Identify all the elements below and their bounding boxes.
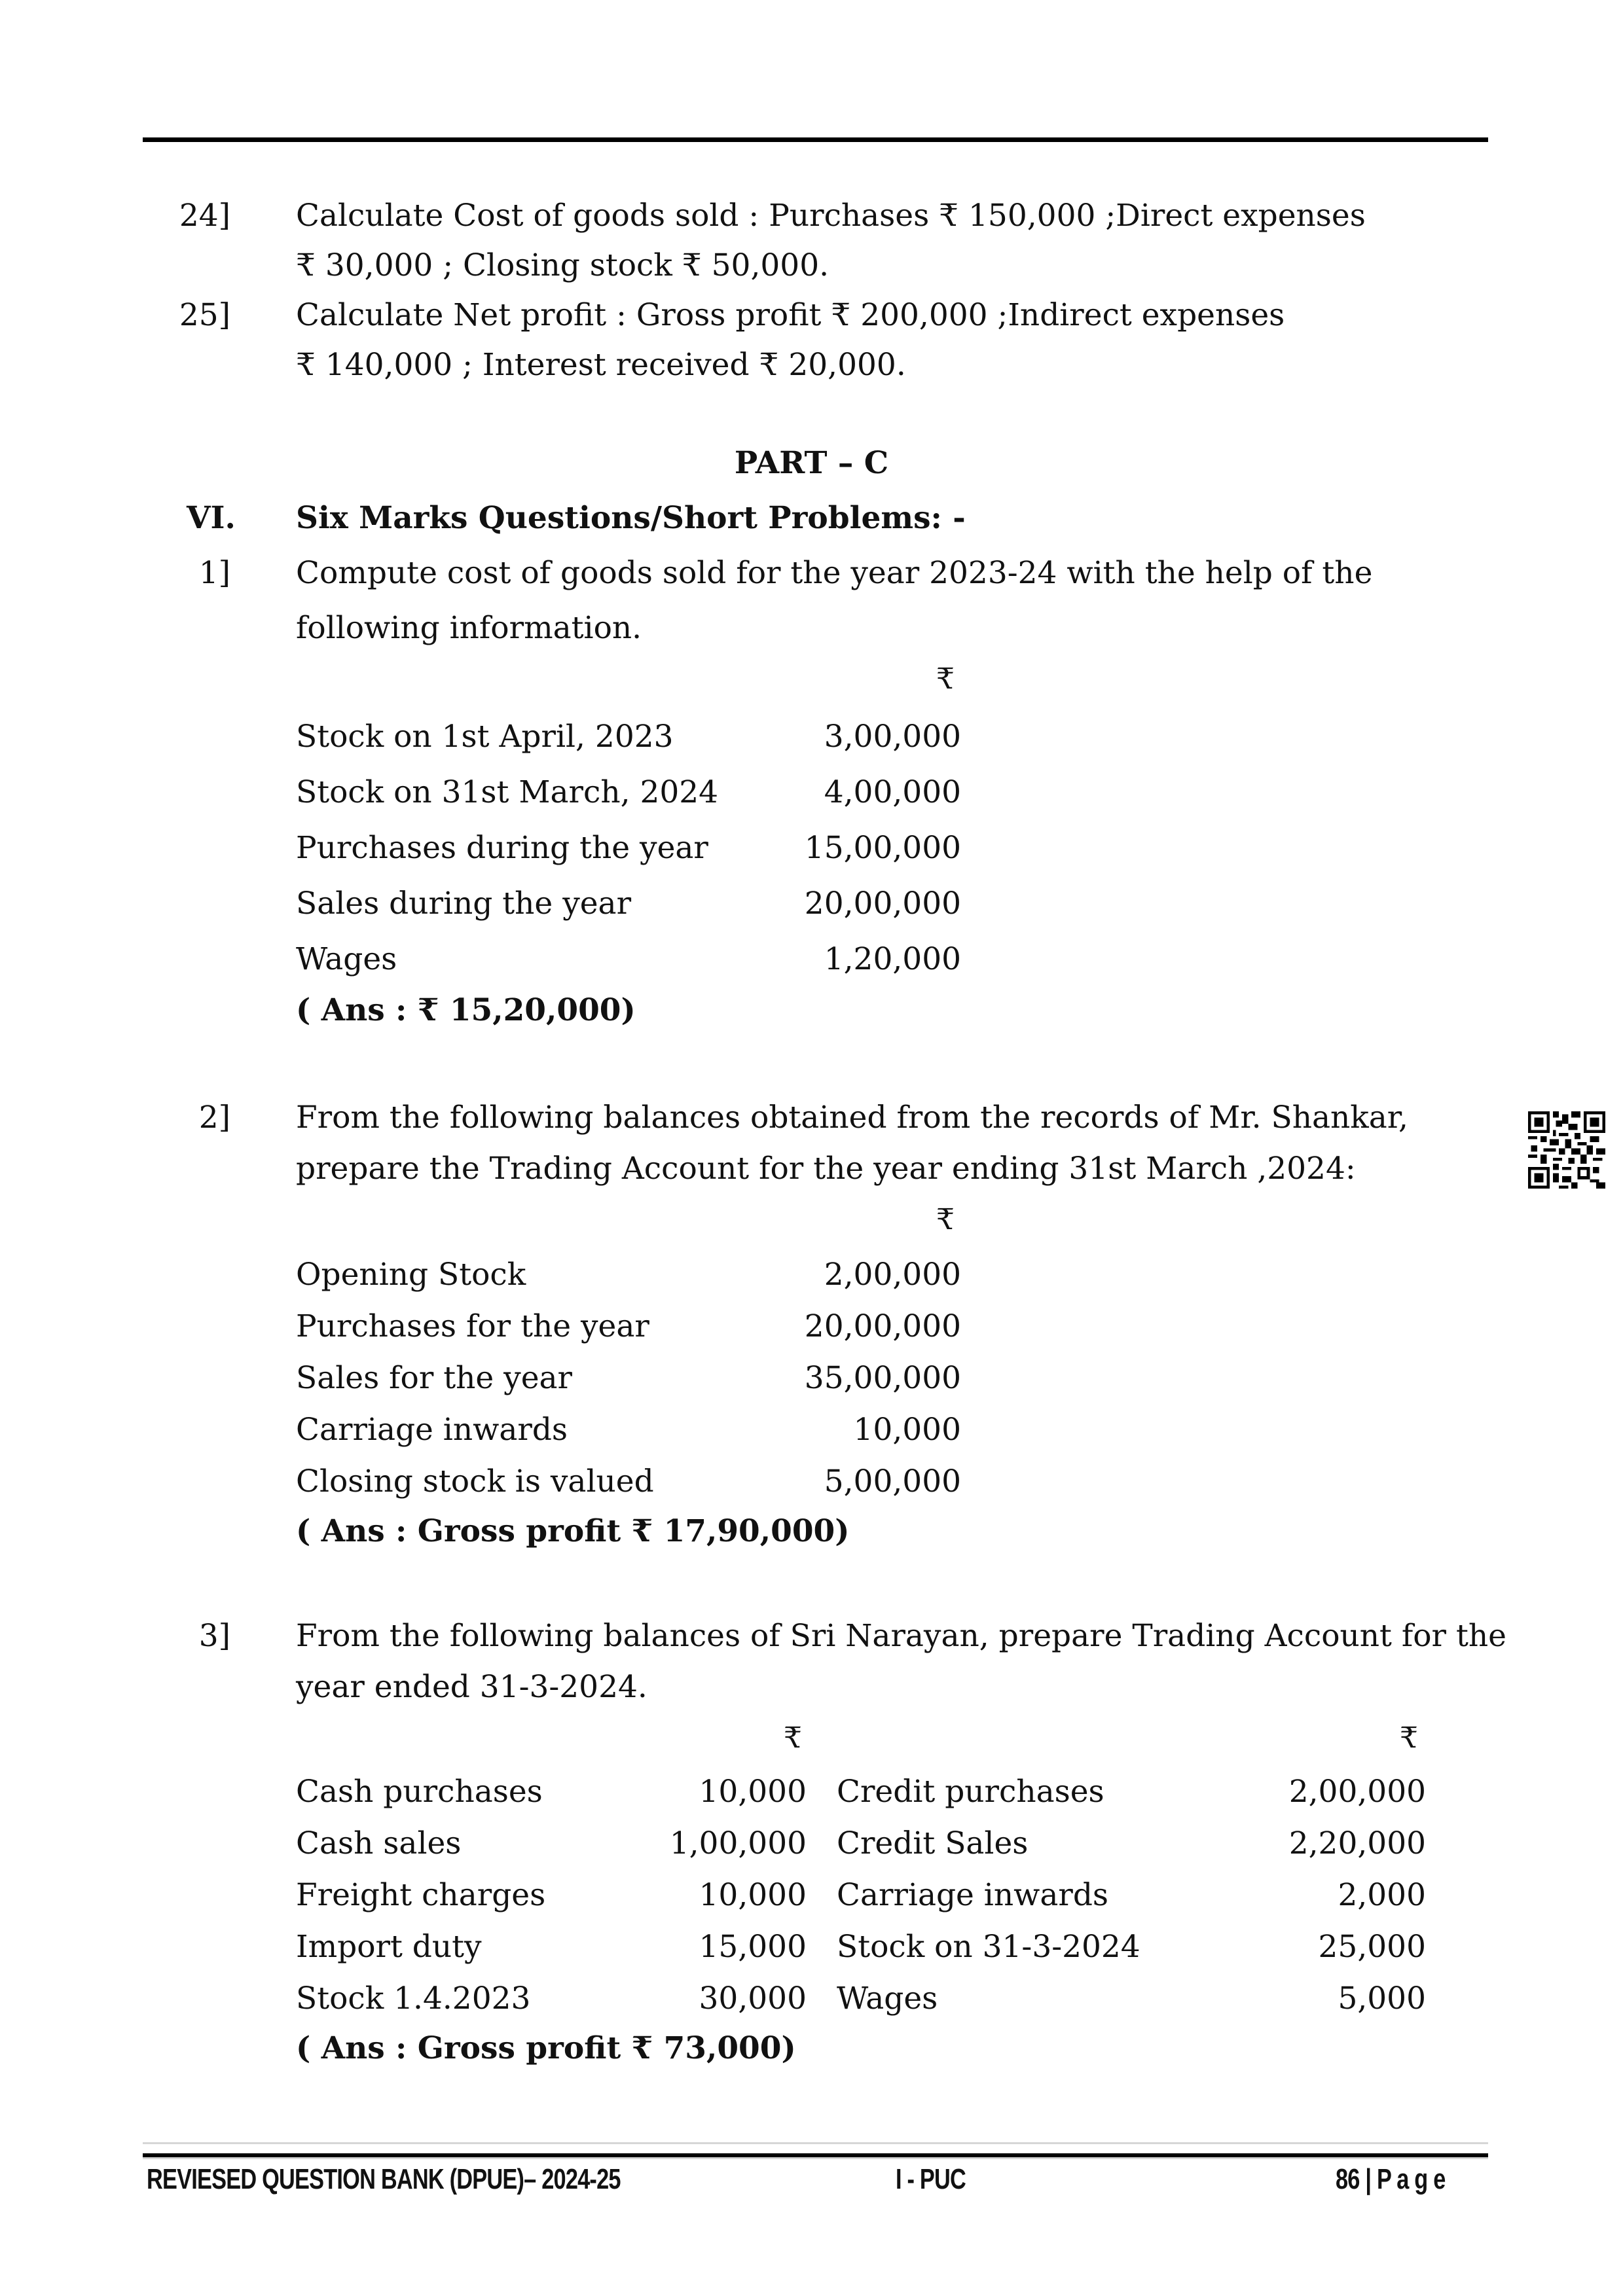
table-row: Stock on 1st April, 2023 3,00,000 (296, 719, 961, 755)
question-text: Compute cost of goods sold for the year 2023-24 with the help of the (296, 555, 1373, 591)
table-row: Carriage inwards 10,000 (296, 1412, 961, 1448)
question-number: 3] (198, 1618, 230, 1654)
footer-rule-shadow (143, 2157, 1488, 2159)
footer-class: I - PUC (896, 2163, 966, 2195)
table-row: Stock 1.4.2023 30,000 (296, 1981, 807, 2017)
table-row: Purchases during the year 15,00,000 (296, 830, 961, 866)
table-row: Stock on 31st March, 2024 4,00,000 (296, 774, 961, 810)
table-row: Freight charges 10,000 (296, 1877, 807, 1913)
table-row: Carriage inwards 2,000 (837, 1877, 1426, 1913)
qr-code-icon (1528, 1111, 1605, 1189)
question-text: Calculate Net profit : Gross profit ₹ 200,000 ;Indirect expenses (296, 297, 1285, 333)
table-row: Sales during the year 20,00,000 (296, 886, 961, 922)
table-row: Closing stock is valued 5,00,000 (296, 1463, 961, 1499)
answer-text: ( Ans : ₹ 15,20,000) (296, 992, 636, 1028)
question-text: prepare the Trading Account for the year ending 31st March ,2024: (296, 1151, 1356, 1187)
section-title: Six Marks Questions/Short Problems: - (296, 500, 966, 536)
question-text: From the following balances of Sri Narayan, prepare Trading Account for the (296, 1618, 1506, 1654)
part-heading: PART – C (734, 445, 889, 481)
q3-left-table (296, 1772, 807, 2031)
question-text: year ended 31-3-2024. (296, 1669, 647, 1705)
footer-rule-light (143, 2142, 1488, 2144)
table-row: Stock on 31-3-2024 25,000 (837, 1929, 1426, 1965)
rupee-column-header: ₹ (1400, 1721, 1418, 1755)
table-row: Cash sales 1,00,000 (296, 1825, 807, 1861)
table-row: Credit Sales 2,20,000 (837, 1825, 1426, 1861)
table-row: Purchases for the year 20,00,000 (296, 1308, 961, 1344)
table-row: Wages 1,20,000 (296, 941, 961, 977)
table-row: Opening Stock 2,00,000 (296, 1257, 961, 1293)
question-number: 1] (198, 555, 230, 591)
answer-text: ( Ans : Gross profit ₹ 17,90,000) (296, 1513, 850, 1549)
question-text: following information. (296, 610, 642, 646)
header-rule (143, 137, 1488, 142)
rupee-column-header: ₹ (936, 1203, 955, 1236)
q3-right-table (837, 1772, 1426, 2031)
table-row: Credit purchases 2,00,000 (837, 1774, 1426, 1810)
table-row: Wages 5,000 (837, 1981, 1426, 2017)
q1-data-table (296, 717, 961, 996)
rupee-column-header: ₹ (784, 1721, 802, 1755)
question-text: ₹ 140,000 ; Interest received ₹ 20,000. (296, 347, 906, 383)
question-text: Calculate Cost of goods sold : Purchases ₹ 150,000 ;Direct expenses (296, 198, 1366, 234)
question-number: 24] (179, 198, 230, 234)
question-number: 2] (198, 1100, 230, 1136)
question-number: 25] (179, 297, 230, 333)
footer-page-number: 86 | P a g e (1336, 2163, 1446, 2195)
table-row: Cash purchases 10,000 (296, 1774, 807, 1810)
footer-title: REVIESED QUESTION BANK (DPUE)– 2024-25 (147, 2163, 621, 2195)
table-row: Sales for the year 35,00,000 (296, 1360, 961, 1396)
question-text: ₹ 30,000 ; Closing stock ₹ 50,000. (296, 247, 830, 283)
table-row: Import duty 15,000 (296, 1929, 807, 1965)
answer-text: ( Ans : Gross profit ₹ 73,000) (296, 2030, 796, 2066)
question-text: From the following balances obtained from the records of Mr. Shankar, (296, 1100, 1408, 1136)
q2-data-table (296, 1255, 961, 1514)
section-number: VI. (187, 500, 236, 536)
rupee-column-header: ₹ (936, 662, 955, 696)
